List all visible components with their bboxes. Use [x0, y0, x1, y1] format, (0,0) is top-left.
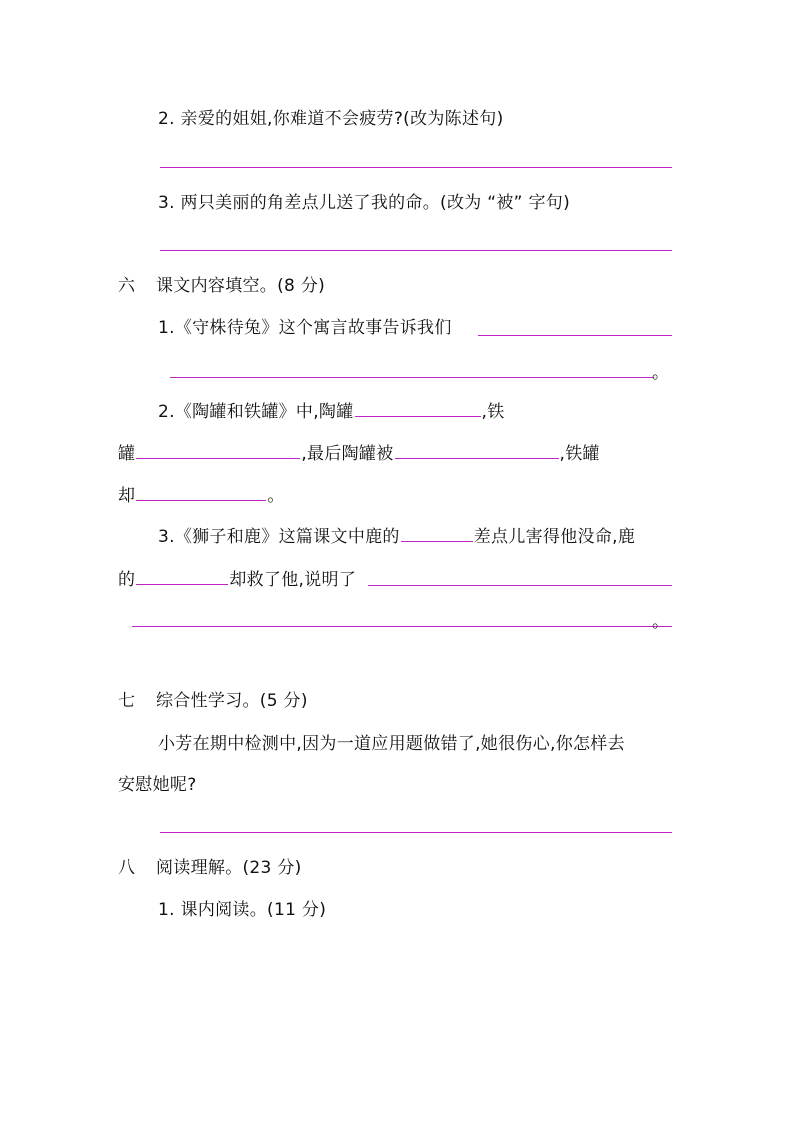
blank-6-2b[interactable] — [136, 441, 300, 459]
question-6-2-tie: ,铁 — [481, 402, 505, 422]
question-6-3-text: 3.《狮子和鹿》这篇课文中鹿的 — [158, 527, 400, 547]
question-6-1-period: 。 — [652, 363, 670, 383]
blank-6-3a[interactable] — [401, 524, 473, 542]
section-6-number: 六 — [118, 276, 136, 296]
blank-6-2a[interactable] — [355, 399, 481, 417]
question-8-1: 1. 课内阅读。(11 分) — [158, 900, 327, 920]
answer-line-6-3b[interactable] — [132, 626, 672, 627]
question-6-3-de: 的 — [118, 570, 136, 590]
answer-line-6-1a[interactable] — [478, 335, 672, 336]
question-6-3-period: 。 — [652, 612, 670, 632]
question-6-2-text: 2.《陶罐和铁罐》中,陶罐 — [158, 402, 354, 422]
question-5-2: 2. 亲爱的姐姐,你难道不会疲劳?(改为陈述句) — [158, 109, 504, 129]
section-8-heading — [118, 856, 302, 880]
question-6-2-guan: 罐 — [118, 444, 136, 464]
answer-line-5-2[interactable] — [160, 167, 672, 168]
question-6-1 — [158, 316, 452, 340]
question-6-2-line2 — [118, 441, 600, 466]
question-6-1-text: 1.《守株待兔》这个寓言故事告诉我们 — [158, 318, 452, 338]
answer-line-7[interactable] — [160, 832, 672, 833]
question-6-2 — [158, 399, 505, 424]
section-7-title: 综合性学习。(5 分) — [156, 691, 308, 711]
question-6-3-line2 — [118, 567, 356, 592]
section-6-heading — [118, 274, 325, 298]
question-6-2-mid: ,最后陶罐被 — [301, 444, 394, 464]
question-6-2-line3 — [118, 483, 285, 508]
answer-line-5-3[interactable] — [160, 250, 672, 251]
question-6-2-que: 却 — [118, 486, 136, 506]
section-7-heading — [118, 689, 308, 713]
section-6-title: 课文内容填空。(8 分) — [156, 276, 326, 296]
question-7-prompt-line1: 小芳在期中检测中,因为一道应用题做错了,她很伤心,你怎样去 — [158, 734, 625, 754]
question-6-3-mid: 差点儿害得他没命,鹿 — [473, 527, 636, 547]
answer-line-6-3a[interactable] — [368, 585, 672, 586]
question-6-3 — [158, 524, 635, 549]
section-7-number: 七 — [118, 691, 136, 711]
section-8-title: 阅读理解。(23 分) — [156, 858, 302, 878]
question-6-3-mid2: 却救了他,说明了 — [229, 570, 357, 590]
blank-6-2d[interactable] — [136, 483, 266, 501]
question-5-3: 3. 两只美丽的角差点儿送了我的命。(改为 “被” 字句) — [158, 193, 571, 213]
section-8-number: 八 — [118, 858, 136, 878]
answer-line-6-1b[interactable] — [170, 377, 654, 378]
blank-6-3b[interactable] — [136, 567, 228, 585]
blank-6-2c[interactable] — [395, 441, 559, 459]
question-6-2-end: ,铁罐 — [559, 444, 600, 464]
question-6-2-period: 。 — [267, 486, 285, 506]
question-7-prompt-line2: 安慰她呢? — [118, 775, 197, 795]
